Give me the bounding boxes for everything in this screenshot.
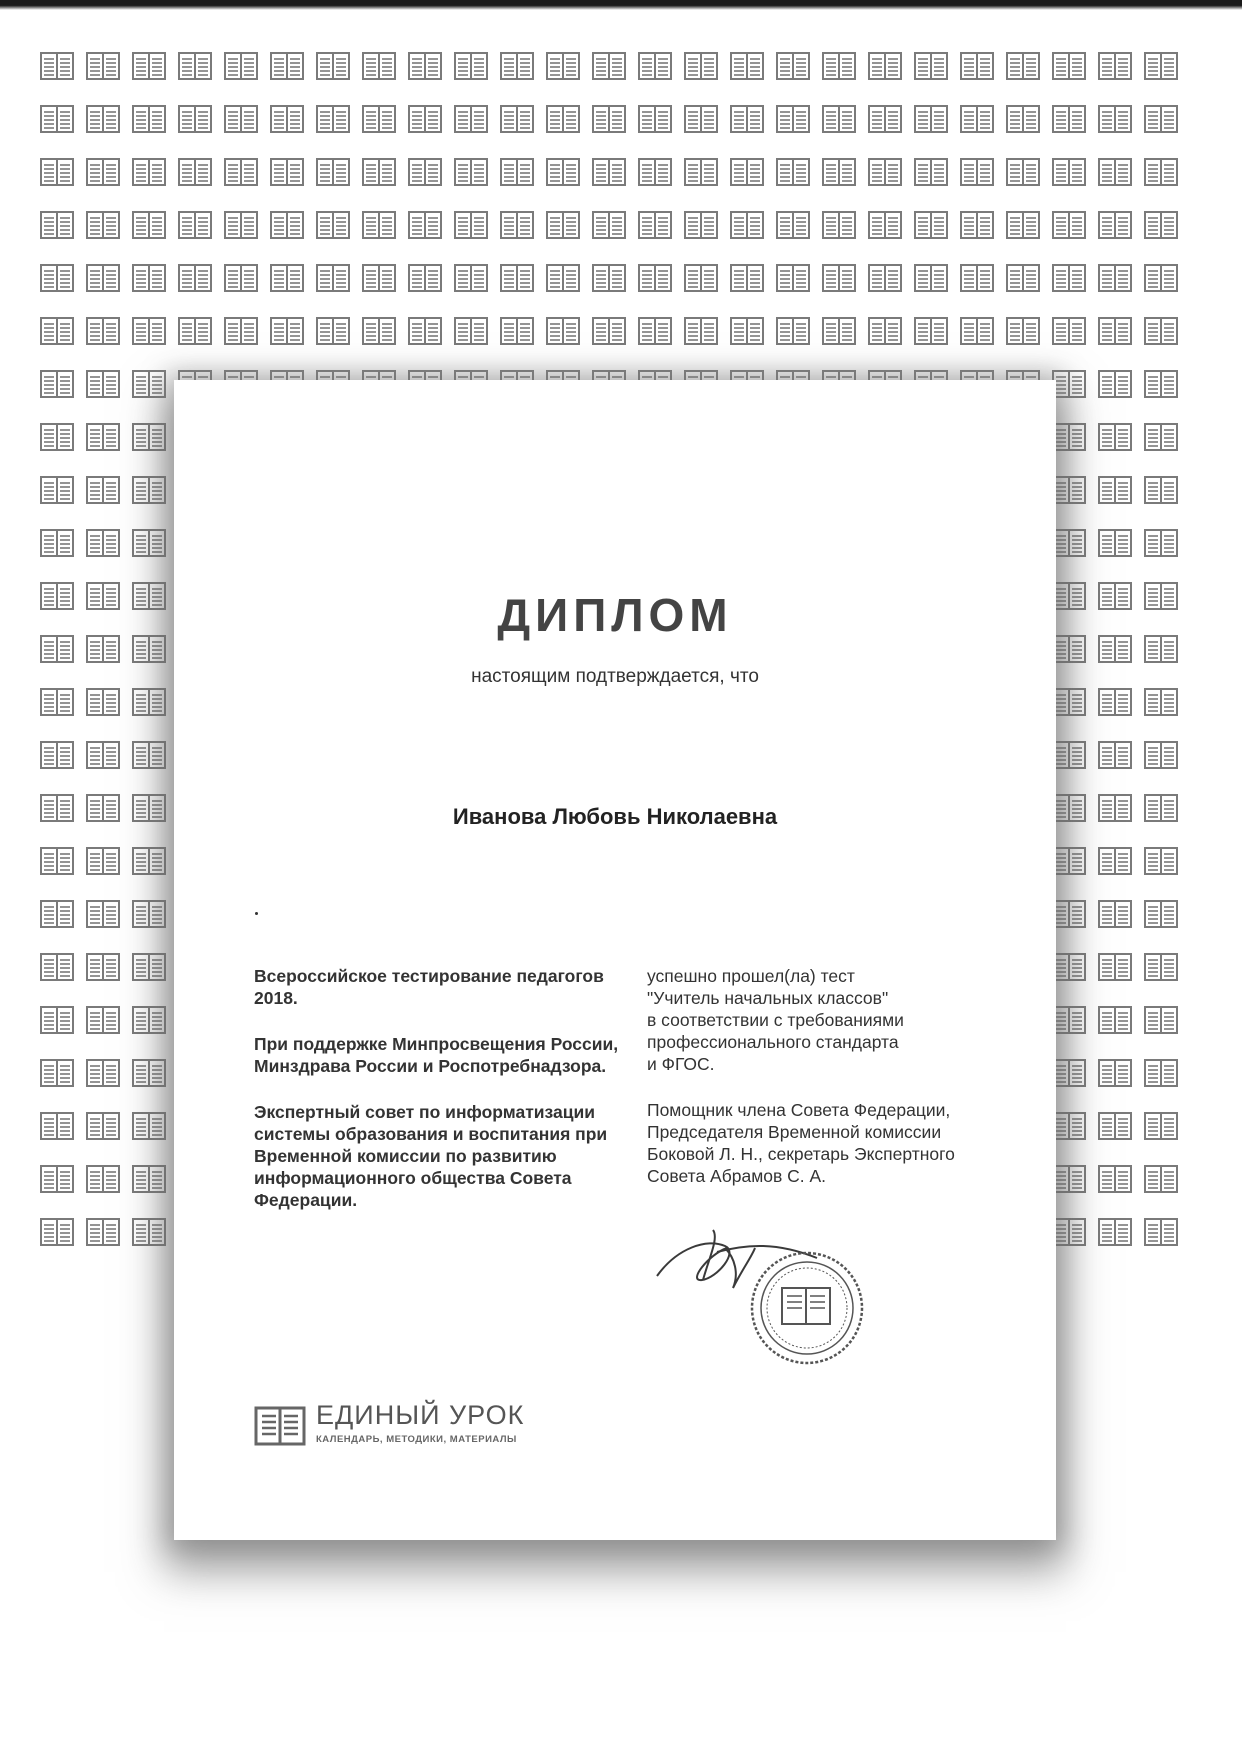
book-icon bbox=[822, 263, 856, 293]
book-icon bbox=[1052, 528, 1086, 558]
book-icon bbox=[316, 157, 350, 187]
signature-icon bbox=[657, 1230, 817, 1288]
book-icon bbox=[684, 51, 718, 81]
book-icon bbox=[1098, 51, 1132, 81]
book-icon bbox=[1144, 1058, 1178, 1088]
book-icon bbox=[454, 210, 488, 240]
book-icon bbox=[178, 51, 212, 81]
book-icon bbox=[86, 634, 120, 664]
book-icon bbox=[86, 952, 120, 982]
book-icon bbox=[132, 51, 166, 81]
book-icon bbox=[1098, 157, 1132, 187]
book-icon bbox=[822, 210, 856, 240]
book-icon bbox=[86, 740, 120, 770]
book-icon bbox=[960, 51, 994, 81]
book-icon bbox=[132, 316, 166, 346]
book-icon bbox=[730, 316, 764, 346]
book-logo-icon bbox=[254, 1404, 306, 1448]
book-icon bbox=[454, 316, 488, 346]
scan-speck bbox=[255, 912, 258, 915]
book-icon bbox=[1144, 528, 1178, 558]
book-icon bbox=[86, 793, 120, 823]
book-icon bbox=[1144, 634, 1178, 664]
book-icon bbox=[408, 316, 442, 346]
book-icon bbox=[638, 104, 672, 134]
book-icon bbox=[86, 210, 120, 240]
book-icon bbox=[1006, 210, 1040, 240]
book-icon bbox=[1052, 952, 1086, 982]
book-icon bbox=[730, 157, 764, 187]
book-icon bbox=[960, 157, 994, 187]
book-icon bbox=[132, 899, 166, 929]
book-icon bbox=[868, 263, 902, 293]
book-icon bbox=[316, 263, 350, 293]
book-icon bbox=[960, 316, 994, 346]
book-icon bbox=[132, 210, 166, 240]
book-icon bbox=[40, 422, 74, 452]
book-icon bbox=[40, 952, 74, 982]
book-icon bbox=[1098, 1217, 1132, 1247]
book-icon bbox=[86, 157, 120, 187]
book-icon bbox=[454, 263, 488, 293]
book-icon bbox=[1098, 793, 1132, 823]
book-icon bbox=[1052, 899, 1086, 929]
book-icon bbox=[822, 157, 856, 187]
book-icon bbox=[132, 157, 166, 187]
book-icon bbox=[224, 104, 258, 134]
book-icon bbox=[822, 316, 856, 346]
signatory-line: Совета Абрамов С. А. bbox=[647, 1166, 827, 1186]
book-icon bbox=[638, 263, 672, 293]
book-icon bbox=[86, 687, 120, 717]
book-icon bbox=[1144, 316, 1178, 346]
result-info bbox=[647, 965, 1027, 1187]
book-icon bbox=[40, 104, 74, 134]
book-icon bbox=[132, 793, 166, 823]
book-icon bbox=[40, 263, 74, 293]
book-icon bbox=[270, 157, 304, 187]
book-icon bbox=[1144, 952, 1178, 982]
recipient-name: Иванова Любовь Николаевна bbox=[452, 804, 778, 829]
book-icon bbox=[40, 740, 74, 770]
book-icon bbox=[224, 210, 258, 240]
book-icon bbox=[1052, 316, 1086, 346]
book-icon bbox=[40, 793, 74, 823]
book-icon bbox=[86, 1111, 120, 1141]
book-icon bbox=[638, 316, 672, 346]
book-icon bbox=[1052, 1111, 1086, 1141]
book-icon bbox=[178, 157, 212, 187]
book-icon bbox=[592, 316, 626, 346]
book-icon bbox=[868, 210, 902, 240]
book-icon bbox=[1144, 846, 1178, 876]
book-icon bbox=[1052, 475, 1086, 505]
book-icon bbox=[776, 210, 810, 240]
book-icon bbox=[776, 157, 810, 187]
book-icon bbox=[1052, 687, 1086, 717]
book-icon bbox=[40, 528, 74, 558]
book-icon bbox=[592, 104, 626, 134]
book-icon bbox=[684, 263, 718, 293]
book-icon bbox=[86, 1005, 120, 1035]
book-icon bbox=[362, 210, 396, 240]
book-icon bbox=[1144, 793, 1178, 823]
book-icon bbox=[40, 634, 74, 664]
book-icon bbox=[1144, 1164, 1178, 1194]
book-icon bbox=[1098, 104, 1132, 134]
book-icon bbox=[270, 51, 304, 81]
book-icon bbox=[1144, 1217, 1178, 1247]
book-icon bbox=[132, 528, 166, 558]
result-line: успешно прошел(ла) тест bbox=[647, 966, 855, 986]
book-icon bbox=[1052, 369, 1086, 399]
book-icon bbox=[1052, 210, 1086, 240]
book-icon bbox=[1144, 1005, 1178, 1035]
book-icon bbox=[40, 475, 74, 505]
book-icon bbox=[86, 51, 120, 81]
book-icon bbox=[408, 104, 442, 134]
book-icon bbox=[1052, 422, 1086, 452]
event-text: Всероссийское тестирование педагогов 2018. bbox=[254, 966, 604, 1008]
book-icon bbox=[638, 210, 672, 240]
book-icon bbox=[960, 104, 994, 134]
book-icon bbox=[1098, 1005, 1132, 1035]
book-icon bbox=[1098, 369, 1132, 399]
book-icon bbox=[454, 157, 488, 187]
book-icon bbox=[40, 899, 74, 929]
book-icon bbox=[1052, 846, 1086, 876]
book-icon bbox=[132, 581, 166, 611]
book-icon bbox=[86, 475, 120, 505]
organizer-info bbox=[254, 965, 624, 1235]
book-icon bbox=[1144, 210, 1178, 240]
scan-edge bbox=[0, 0, 1242, 10]
book-icon bbox=[40, 210, 74, 240]
book-icon bbox=[362, 157, 396, 187]
book-icon bbox=[1006, 263, 1040, 293]
book-icon bbox=[132, 263, 166, 293]
book-icon bbox=[224, 316, 258, 346]
book-icon bbox=[316, 51, 350, 81]
book-icon bbox=[1098, 740, 1132, 770]
book-icon bbox=[960, 263, 994, 293]
book-icon bbox=[362, 263, 396, 293]
book-icon bbox=[546, 316, 580, 346]
book-icon bbox=[40, 687, 74, 717]
book-icon bbox=[86, 369, 120, 399]
book-icon bbox=[132, 687, 166, 717]
book-icon bbox=[1006, 51, 1040, 81]
book-icon bbox=[132, 634, 166, 664]
book-icon bbox=[546, 157, 580, 187]
support-text: При поддержке Минпросвещения России, Минздрава России и Роспотребнадзора. bbox=[254, 1034, 619, 1076]
book-icon bbox=[914, 51, 948, 81]
book-icon bbox=[638, 51, 672, 81]
book-icon bbox=[1052, 634, 1086, 664]
book-icon bbox=[1052, 1164, 1086, 1194]
book-icon bbox=[408, 157, 442, 187]
diploma-title: ДИПЛОМ bbox=[497, 589, 733, 641]
book-icon bbox=[224, 157, 258, 187]
book-icon bbox=[1052, 104, 1086, 134]
book-icon bbox=[914, 157, 948, 187]
book-icon bbox=[362, 51, 396, 81]
book-icon bbox=[316, 316, 350, 346]
book-icon bbox=[362, 316, 396, 346]
book-icon bbox=[1144, 157, 1178, 187]
diploma-card bbox=[174, 380, 1056, 1540]
book-icon bbox=[316, 104, 350, 134]
book-icon bbox=[1144, 475, 1178, 505]
book-icon bbox=[776, 263, 810, 293]
book-icon bbox=[1144, 369, 1178, 399]
book-icon bbox=[454, 104, 488, 134]
book-icon bbox=[1052, 51, 1086, 81]
book-icon bbox=[1098, 899, 1132, 929]
book-icon bbox=[1098, 210, 1132, 240]
book-icon bbox=[362, 104, 396, 134]
book-icon bbox=[868, 51, 902, 81]
book-icon bbox=[178, 210, 212, 240]
signatory-line: Председателя Временной комиссии bbox=[647, 1122, 942, 1142]
book-icon bbox=[730, 104, 764, 134]
book-icon bbox=[1144, 263, 1178, 293]
diploma-subtitle: настоящим подтверждается, что bbox=[471, 666, 759, 687]
book-icon bbox=[684, 157, 718, 187]
book-icon bbox=[868, 104, 902, 134]
book-icon bbox=[1098, 263, 1132, 293]
book-icon bbox=[1052, 581, 1086, 611]
book-icon bbox=[730, 263, 764, 293]
book-icon bbox=[1098, 1111, 1132, 1141]
book-icon bbox=[1098, 952, 1132, 982]
council-text: Экспертный совет по информатизации системы образования и воспитания при Временной комиссии по развитию информационного общества Совета Федерации. bbox=[254, 1102, 608, 1210]
book-icon bbox=[1098, 846, 1132, 876]
book-icon bbox=[270, 316, 304, 346]
book-icon bbox=[1006, 316, 1040, 346]
book-icon bbox=[86, 104, 120, 134]
book-icon bbox=[960, 210, 994, 240]
book-icon bbox=[822, 104, 856, 134]
book-icon bbox=[868, 157, 902, 187]
book-icon bbox=[1052, 1058, 1086, 1088]
book-icon bbox=[868, 316, 902, 346]
book-icon bbox=[546, 104, 580, 134]
book-icon bbox=[730, 210, 764, 240]
book-icon bbox=[86, 899, 120, 929]
book-icon bbox=[40, 369, 74, 399]
book-icon bbox=[40, 316, 74, 346]
book-icon bbox=[86, 581, 120, 611]
signatory-line: Боковой Л. Н., секретарь Экспертного bbox=[647, 1144, 955, 1164]
book-icon bbox=[132, 952, 166, 982]
book-icon bbox=[86, 422, 120, 452]
book-icon bbox=[1144, 740, 1178, 770]
book-icon bbox=[914, 316, 948, 346]
result-line: и ФГОС. bbox=[647, 1054, 715, 1074]
book-icon bbox=[1098, 475, 1132, 505]
book-icon bbox=[224, 51, 258, 81]
book-icon bbox=[40, 51, 74, 81]
book-icon bbox=[454, 51, 488, 81]
book-icon bbox=[500, 104, 534, 134]
book-icon bbox=[684, 210, 718, 240]
book-icon bbox=[132, 369, 166, 399]
book-icon bbox=[408, 263, 442, 293]
book-icon bbox=[132, 104, 166, 134]
book-icon bbox=[270, 263, 304, 293]
edinyi-urok-logo bbox=[254, 1400, 584, 1460]
book-icon bbox=[270, 210, 304, 240]
book-icon bbox=[132, 475, 166, 505]
book-icon bbox=[592, 210, 626, 240]
book-icon bbox=[546, 51, 580, 81]
book-icon bbox=[684, 316, 718, 346]
book-icon bbox=[86, 528, 120, 558]
book-icon bbox=[132, 1217, 166, 1247]
book-icon bbox=[1052, 740, 1086, 770]
book-icon bbox=[86, 1164, 120, 1194]
book-icon bbox=[730, 51, 764, 81]
book-icon bbox=[776, 104, 810, 134]
logo-tagline: КАЛЕНДАРЬ, МЕТОДИКИ, МАТЕРИАЛЫ bbox=[316, 1434, 517, 1445]
book-icon bbox=[592, 157, 626, 187]
book-icon bbox=[178, 316, 212, 346]
book-icon bbox=[776, 51, 810, 81]
book-icon bbox=[500, 51, 534, 81]
result-line: в соответствии с требованиями bbox=[647, 1010, 904, 1030]
signatory-line: Помощник члена Совета Федерации, bbox=[647, 1100, 951, 1120]
book-icon bbox=[638, 157, 672, 187]
book-icon bbox=[914, 263, 948, 293]
book-icon bbox=[86, 316, 120, 346]
book-icon bbox=[1098, 581, 1132, 611]
book-icon bbox=[86, 846, 120, 876]
book-icon bbox=[1144, 1111, 1178, 1141]
book-icon bbox=[1098, 528, 1132, 558]
book-icon bbox=[546, 263, 580, 293]
book-icon bbox=[224, 263, 258, 293]
stamp-seal-icon bbox=[752, 1253, 862, 1363]
book-icon bbox=[40, 1217, 74, 1247]
book-icon bbox=[1052, 1217, 1086, 1247]
book-icon bbox=[132, 1058, 166, 1088]
book-icon bbox=[40, 846, 74, 876]
book-icon bbox=[86, 1058, 120, 1088]
book-icon bbox=[40, 1164, 74, 1194]
book-icon bbox=[1144, 104, 1178, 134]
book-icon bbox=[132, 740, 166, 770]
book-icon bbox=[178, 104, 212, 134]
book-icon bbox=[1098, 634, 1132, 664]
book-icon bbox=[1052, 263, 1086, 293]
book-icon bbox=[132, 1005, 166, 1035]
book-icon bbox=[1006, 157, 1040, 187]
book-icon bbox=[40, 1058, 74, 1088]
book-icon bbox=[592, 263, 626, 293]
book-icon bbox=[1144, 687, 1178, 717]
result-line: "Учитель начальных классов" bbox=[647, 988, 889, 1008]
book-icon bbox=[1052, 1005, 1086, 1035]
book-icon bbox=[500, 263, 534, 293]
book-icon bbox=[776, 316, 810, 346]
book-icon bbox=[1098, 422, 1132, 452]
book-icon bbox=[1144, 899, 1178, 929]
result-line: профессионального стандарта bbox=[647, 1032, 899, 1052]
book-icon bbox=[1144, 422, 1178, 452]
logo-name: ЕДИНЫЙ УРОК bbox=[316, 1400, 525, 1430]
book-icon bbox=[1144, 581, 1178, 611]
book-icon bbox=[1098, 1058, 1132, 1088]
book-icon bbox=[40, 581, 74, 611]
book-icon bbox=[178, 263, 212, 293]
book-icon bbox=[1098, 1164, 1132, 1194]
book-icon bbox=[132, 1111, 166, 1141]
book-icon bbox=[500, 210, 534, 240]
book-icon bbox=[1098, 687, 1132, 717]
book-icon bbox=[40, 157, 74, 187]
book-icon bbox=[408, 210, 442, 240]
book-icon bbox=[546, 210, 580, 240]
book-icon bbox=[500, 316, 534, 346]
signature-and-seal bbox=[647, 1218, 897, 1368]
book-icon bbox=[40, 1111, 74, 1141]
book-icon bbox=[40, 1005, 74, 1035]
book-icon bbox=[1052, 157, 1086, 187]
book-icon bbox=[408, 51, 442, 81]
book-icon bbox=[1098, 316, 1132, 346]
book-icon bbox=[1144, 51, 1178, 81]
book-icon bbox=[500, 157, 534, 187]
book-icon bbox=[86, 1217, 120, 1247]
book-icon bbox=[684, 104, 718, 134]
book-icon bbox=[914, 104, 948, 134]
book-icon bbox=[132, 846, 166, 876]
book-icon bbox=[132, 422, 166, 452]
book-icon bbox=[86, 263, 120, 293]
book-icon bbox=[1006, 104, 1040, 134]
book-icon bbox=[316, 210, 350, 240]
book-icon bbox=[132, 1164, 166, 1194]
book-icon bbox=[270, 104, 304, 134]
book-icon bbox=[822, 51, 856, 81]
book-icon bbox=[1052, 793, 1086, 823]
book-icon bbox=[914, 210, 948, 240]
book-icon bbox=[592, 51, 626, 81]
